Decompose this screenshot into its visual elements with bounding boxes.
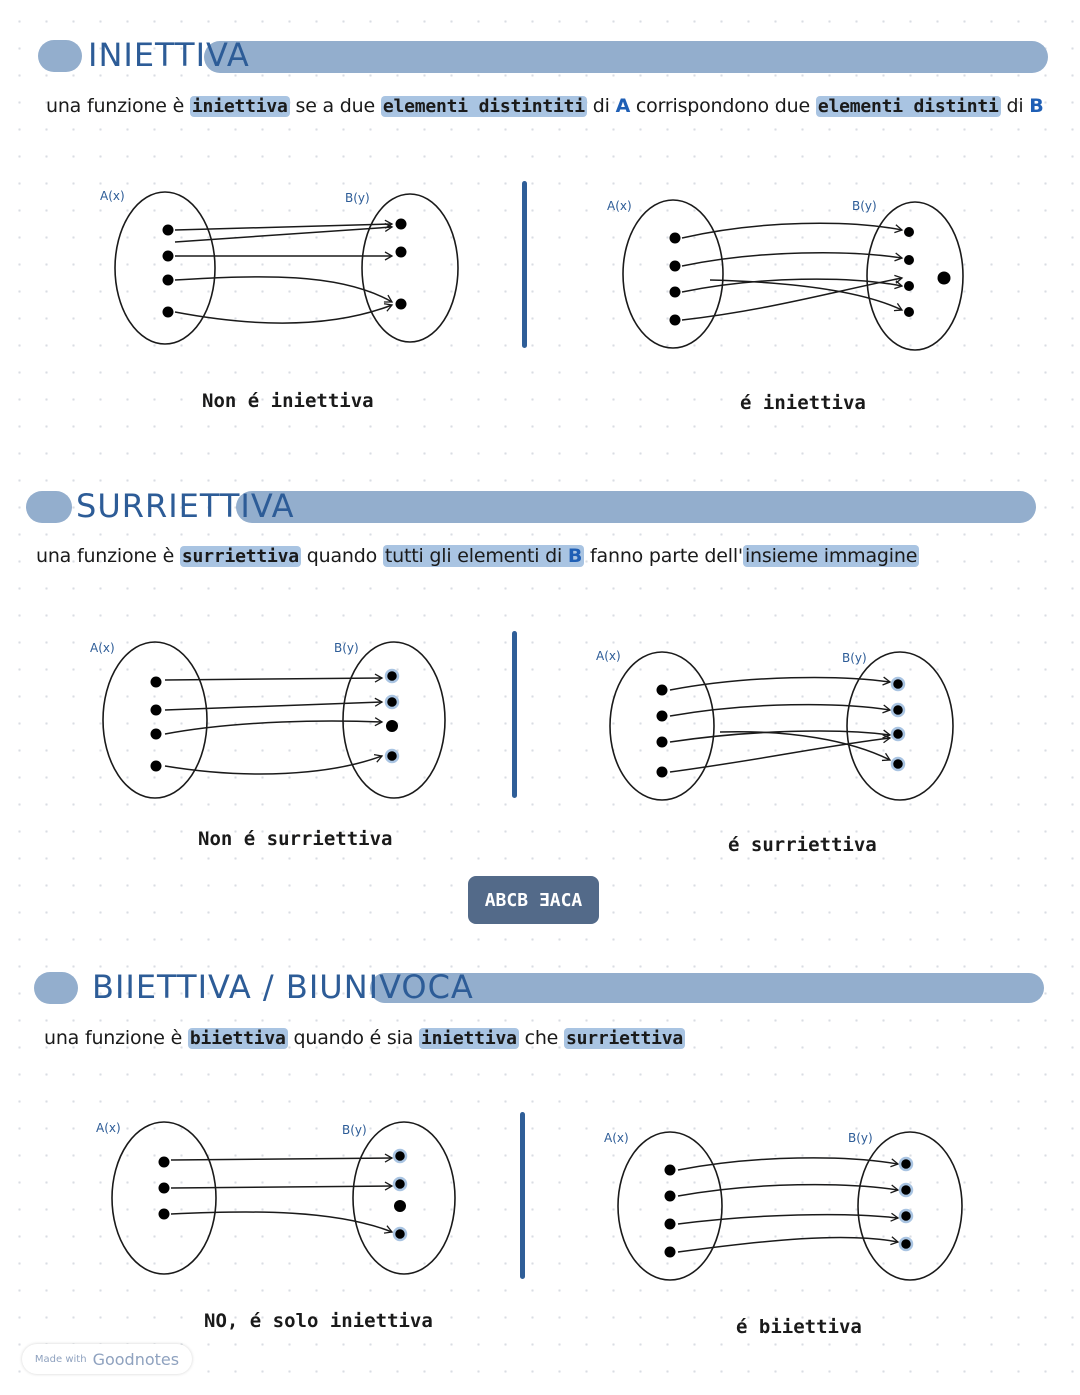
label-set-a: A(x): [90, 641, 115, 655]
element-dot: [900, 1158, 912, 1170]
diagram-bijective: [586, 1120, 986, 1300]
element-dot: [394, 1228, 406, 1240]
set-a-ellipse: [103, 642, 207, 798]
label-set-a: A(x): [604, 1131, 629, 1145]
element-dot: [159, 1209, 170, 1220]
label-set-b: B(y): [345, 191, 370, 205]
element-dot: [892, 728, 904, 740]
set-b-ellipse: [343, 642, 445, 798]
diagram-not-surjective: [70, 630, 490, 820]
element-dot: [151, 677, 162, 688]
element-dot: [394, 1178, 406, 1190]
section-marker-dot: [38, 40, 82, 72]
section-marker-dot: [34, 972, 78, 1004]
def-set-a: A: [615, 95, 631, 117]
element-dot: [665, 1191, 676, 1202]
divider-line: [512, 631, 517, 798]
label-set-b: B(y): [852, 199, 877, 213]
def-highlight: surriettiva: [181, 546, 299, 567]
def-highlight: elementi distinti: [817, 96, 999, 117]
def-set-b: B: [1029, 95, 1044, 117]
element-dot: [892, 704, 904, 716]
def-highlight: iniettiva: [421, 1028, 517, 1049]
mapping-arrow: [171, 1186, 392, 1188]
mapping-arrow: [682, 223, 902, 238]
def-highlight: iniettiva: [191, 96, 288, 117]
def-part: una funzione è: [46, 95, 190, 117]
element-dot: [396, 299, 407, 310]
diagram-caption: é biiettiva: [736, 1316, 862, 1338]
element-dot: [163, 251, 174, 262]
label-set-a: A(x): [607, 199, 632, 213]
element-dot: [938, 272, 951, 285]
mapping-arrow: [670, 705, 890, 716]
mapping-arrow: [165, 702, 382, 710]
mapping-arrow: [678, 1215, 898, 1224]
element-dot: [394, 1150, 406, 1162]
element-dot: [657, 737, 668, 748]
element-dot: [657, 685, 668, 696]
label-set-b: B(y): [842, 651, 867, 665]
diagram-caption: NO, é solo iniettiva: [204, 1310, 433, 1332]
def-highlight: insieme immagine: [744, 545, 918, 567]
def-highlight: surriettiva: [566, 1028, 684, 1049]
definition-text: [46, 95, 1044, 117]
mapping-arrow: [175, 277, 392, 302]
element-dot: [386, 720, 398, 732]
def-highlight: elementi distintiti: [382, 96, 585, 117]
element-dot: [151, 729, 162, 740]
definition-text: [36, 545, 919, 567]
mapping-arrow: [682, 253, 902, 266]
element-dot: [396, 247, 407, 258]
element-dot: [904, 307, 914, 317]
mapping-arrow: [678, 1185, 898, 1196]
element-dot: [386, 670, 398, 682]
diagram-surjective: [580, 640, 980, 820]
diagram-caption: é iniettiva: [740, 392, 866, 414]
element-dot: [665, 1247, 676, 1258]
element-dot: [657, 767, 668, 778]
set-a-ellipse: [610, 652, 714, 800]
set-b-ellipse: [847, 652, 953, 800]
made-with-label: Made with: [34, 1353, 87, 1365]
def-part: di: [1000, 95, 1030, 117]
def-part: di: [586, 95, 616, 117]
element-dot: [904, 255, 914, 265]
element-dot: [665, 1219, 676, 1230]
def-part: che: [518, 1027, 564, 1049]
diagram-only-injective: [76, 1110, 496, 1300]
set-a-ellipse: [112, 1122, 216, 1274]
def-set-b: B: [567, 545, 583, 567]
mapping-arrow: [165, 721, 382, 734]
label-set-b: B(y): [334, 641, 359, 655]
def-part: corrispondono due: [630, 95, 816, 117]
definition-text: [44, 1027, 685, 1049]
element-dot: [892, 678, 904, 690]
element-dot: [900, 1238, 912, 1250]
element-dot: [394, 1200, 406, 1212]
element-dot: [892, 758, 904, 770]
def-highlight-text: tutti gli elementi di: [384, 545, 568, 567]
goodnotes-brand: Goodnotes: [92, 1349, 180, 1369]
def-highlight: [383, 545, 584, 567]
element-dot: [670, 233, 681, 244]
set-b-ellipse: [362, 194, 458, 342]
diagram-caption: Non é iniettiva: [202, 390, 374, 412]
element-dot: [151, 761, 162, 772]
section-header-bar: [236, 491, 1036, 523]
divider-line: [520, 1112, 525, 1279]
def-part: quando é sia: [287, 1027, 419, 1049]
section-marker-dot: [26, 491, 72, 523]
mapping-arrow: [171, 1212, 392, 1232]
element-dot: [665, 1165, 676, 1176]
section-title: INIETTIVA: [88, 36, 250, 74]
element-dot: [900, 1210, 912, 1222]
label-set-a: A(x): [596, 649, 621, 663]
label-set-a: A(x): [96, 1121, 121, 1135]
section-title: SURRIETTIVA: [76, 487, 295, 525]
element-dot: [670, 261, 681, 272]
def-part: se a due: [289, 95, 381, 117]
diagram-injective: [590, 190, 990, 370]
element-dot: [151, 705, 162, 716]
diagram-caption: Non é surriettiva: [198, 828, 393, 850]
element-dot: [670, 287, 681, 298]
def-part: una funzione è: [44, 1027, 188, 1049]
element-dot: [163, 225, 174, 236]
element-dot: [900, 1184, 912, 1196]
mapping-arrow: [670, 738, 890, 772]
element-dot: [386, 750, 398, 762]
set-a-ellipse: [115, 192, 215, 344]
def-part: quando: [300, 545, 383, 567]
divider-line: [522, 181, 527, 348]
diagram-not-injective: [80, 180, 500, 360]
set-b-ellipse: [353, 1122, 455, 1274]
element-dot: [159, 1157, 170, 1168]
element-dot: [163, 275, 174, 286]
mapping-arrow: [720, 732, 890, 760]
set-a-ellipse: [618, 1132, 722, 1280]
diagram-caption: é surriettiva: [728, 834, 877, 856]
element-dot: [386, 696, 398, 708]
goodnotes-badge[interactable]: [22, 1344, 192, 1374]
label-set-a: A(x): [100, 189, 125, 203]
def-part: fanno parte dell': [584, 545, 743, 567]
section-header-bar: [204, 41, 1048, 73]
element-dot: [163, 307, 174, 318]
set-a-ellipse: [623, 200, 723, 348]
mirrored-text-button[interactable]: ABCB ƎACA: [468, 876, 599, 924]
set-b-ellipse: [858, 1132, 962, 1280]
label-set-b: B(y): [848, 1131, 873, 1145]
element-dot: [904, 227, 914, 237]
element-dot: [904, 281, 914, 291]
def-highlight: biiettiva: [189, 1028, 286, 1049]
element-dot: [657, 711, 668, 722]
label-set-b: B(y): [342, 1123, 367, 1137]
element-dot: [159, 1183, 170, 1194]
def-part: una funzione è: [36, 545, 180, 567]
mapping-arrow: [171, 1158, 392, 1160]
section-title: BIIETTIVA / BIUNIVOCA: [92, 968, 474, 1006]
element-dot: [396, 219, 407, 230]
element-dot: [670, 315, 681, 326]
